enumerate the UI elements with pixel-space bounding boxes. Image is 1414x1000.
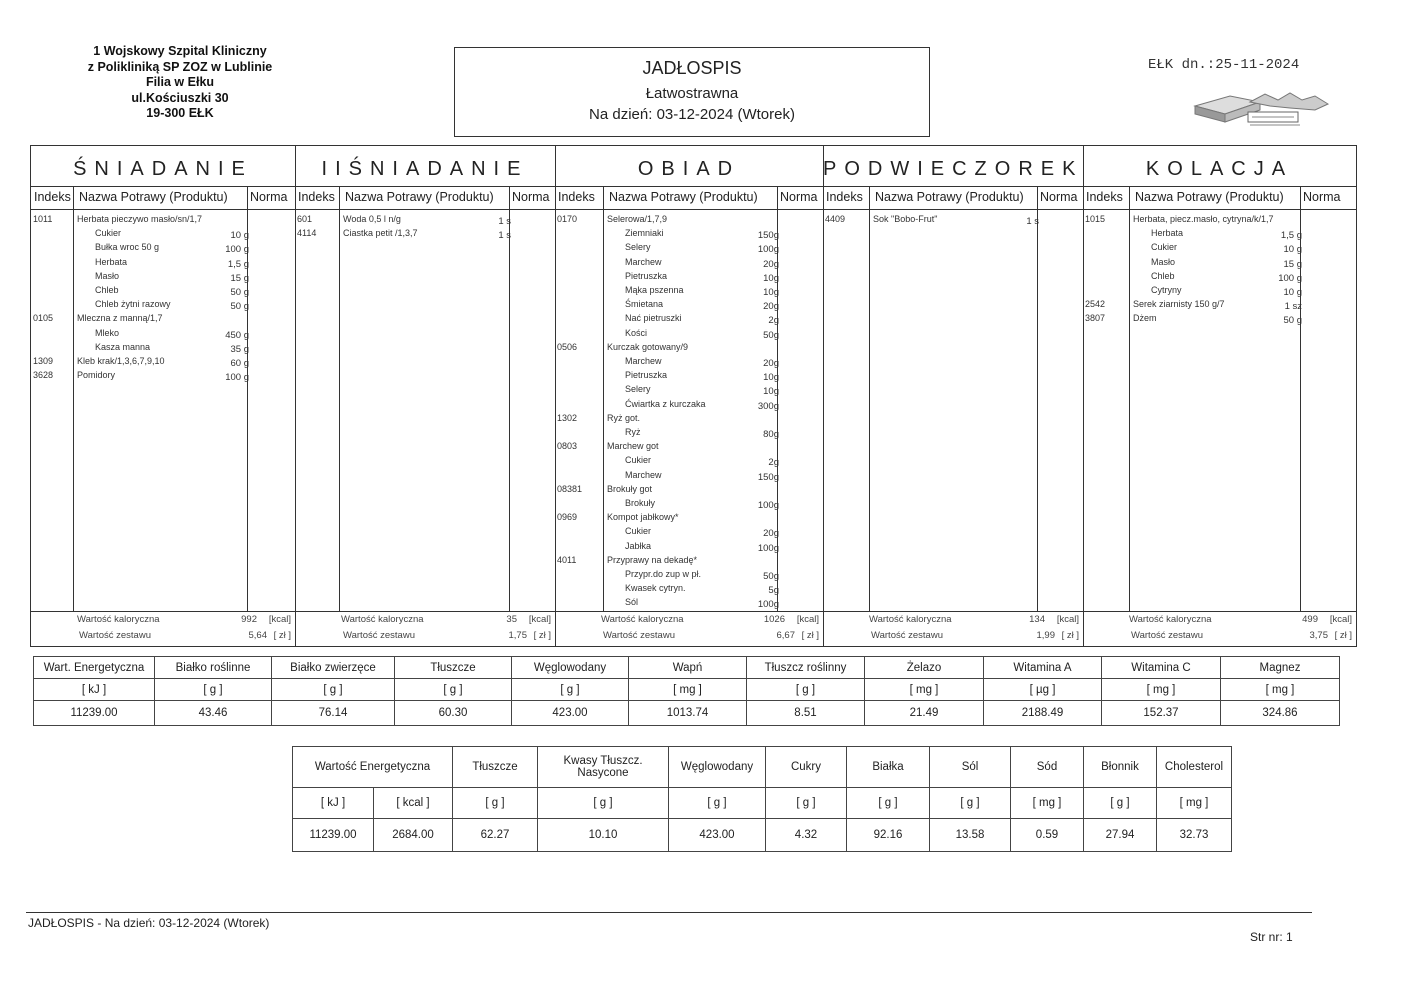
meal-section (1083, 146, 1356, 646)
column-norm: Norma (250, 190, 288, 204)
calorie-value: 134 (1029, 614, 1045, 625)
column-index: Indeks (298, 190, 335, 204)
calorie-label: Wartość kaloryczna (601, 614, 684, 625)
meal-summary (295, 611, 555, 612)
energy-unit: [ kcal ] (374, 788, 453, 819)
item-index: 0506 (557, 341, 578, 352)
meal-title: KOLACJA (1083, 146, 1356, 187)
calorie-unit: [kcal] (528, 614, 551, 625)
energy-header: Wartość Energetyczna (293, 747, 453, 788)
nutrient-unit: [ mg ] (1011, 788, 1084, 819)
column-index: Indeks (1086, 190, 1123, 204)
column-norm: Norma (1040, 190, 1078, 204)
nutrient-unit: [ g ] (155, 679, 272, 701)
column-header-row (555, 187, 823, 210)
nutrients-table-1 (33, 656, 1340, 726)
calorie-unit: [kcal] (796, 614, 819, 625)
calorie-value: 35 (506, 614, 517, 625)
column-divider (509, 186, 510, 611)
menu-date: Na dzień: 03-12-2024 (Wtorek) (589, 106, 795, 123)
hospital-line: 1 Wojskowy Szpital Kliniczny (93, 44, 267, 58)
ingredient-name: Ryż (625, 427, 641, 437)
calorie-unit: [kcal] (268, 614, 291, 625)
calorie-label: Wartość kaloryczna (1129, 614, 1212, 625)
ingredient-name: Herbata (1151, 228, 1184, 239)
cost-unit: [ zł ] (273, 630, 291, 641)
ingredient-name: Sól (625, 597, 639, 608)
column-divider (869, 186, 870, 611)
dish-name: Dżem (1133, 313, 1157, 324)
item-norm: 10g (763, 272, 779, 284)
meal-section (295, 146, 556, 646)
meal-title: PODWIECZOREK (823, 146, 1083, 187)
nutrient-header: Magnez (1221, 657, 1340, 679)
nutrient-unit: [ g ] (747, 679, 865, 701)
item-index: 0803 (557, 441, 578, 452)
item-norm: 100g (757, 542, 779, 554)
column-norm: Norma (1303, 190, 1341, 204)
dish-name: Serek ziarnisty 150 g/7 (1133, 299, 1225, 310)
meal-title: IIŚNIADANIE (295, 146, 555, 187)
nutrient-header: Węglowodany (669, 747, 766, 788)
item-norm: 35 g (230, 343, 249, 355)
ingredient-name: Pietruszka (625, 270, 668, 281)
column-index: Indeks (826, 190, 863, 204)
calorie-unit: [kcal] (1329, 614, 1352, 625)
item-norm: 50 g (230, 287, 249, 298)
nutrient-header: Białko zwierzęce (272, 657, 395, 679)
page-title: JADŁOSPIS (642, 58, 742, 78)
dish-name: Sok "Bobo-Frut" (873, 214, 938, 224)
nutrient-value: 4.32 (766, 819, 847, 852)
ingredient-name: Bułka wroc 50 g (95, 242, 160, 253)
cost-label: Wartość zestawu (603, 630, 675, 641)
nutrient-unit: [ kJ ] (34, 679, 155, 701)
item-norm: 15 g (230, 272, 249, 284)
nutrient-value: 76.14 (272, 701, 395, 726)
nutrient-value: 8.51 (747, 701, 865, 726)
calorie-label: Wartość kaloryczna (77, 614, 160, 625)
meal-summary (31, 611, 295, 612)
nutrient-unit: [ g ] (272, 679, 395, 701)
item-index: 601 (297, 214, 313, 224)
ingredient-name: Marchew (625, 256, 662, 267)
nutrient-header: Witamina C (1102, 657, 1221, 679)
column-header-row (31, 187, 295, 210)
nutrient-unit: [ µg ] (984, 679, 1102, 701)
hospital-address (60, 44, 300, 122)
meal-summary (1083, 611, 1356, 612)
hospital-line: z Polikliniką SP ZOZ w Lublinie (87, 59, 273, 74)
ingredient-name: Kości (625, 327, 648, 338)
dish-name: Selerowa/1,7,9 (607, 214, 668, 224)
nutrient-unit: [ g ] (930, 788, 1011, 819)
ingredient-name: Herbata (95, 256, 128, 267)
dish-name: Herbata pieczywo masło/sn/1,7 (77, 214, 203, 224)
ingredient-name: Masło (95, 270, 120, 281)
item-norm: 1,5 g (1280, 230, 1302, 242)
nutrient-unit: [ g ] (395, 679, 512, 701)
nutrient-header: Węglowodany (512, 657, 629, 679)
item-index: 08381 (557, 483, 583, 494)
title-box (454, 47, 930, 137)
nutrient-header: Błonnik (1084, 747, 1157, 788)
column-divider (1129, 186, 1130, 611)
item-norm: 10g (763, 386, 779, 398)
ingredient-name: Ziemniaki (625, 228, 664, 239)
cost-label: Wartość zestawu (343, 630, 415, 641)
item-norm: 50g (763, 329, 779, 341)
ingredient-name: Kasza manna (95, 341, 151, 352)
nutrient-header: Tłuszcz roślinny (747, 657, 865, 679)
nutrient-value: 92.16 (847, 819, 930, 852)
nutrient-value: 324.86 (1221, 701, 1340, 726)
footer-date: JADŁOSPIS - Na dzień: 03-12-2024 (Wtorek) (28, 916, 270, 930)
nutrients-row (34, 657, 1340, 679)
hospital-line: 19-300 EŁK (146, 106, 214, 120)
item-index: 3807 (1085, 313, 1106, 324)
meal-title: OBIAD (555, 146, 823, 187)
dish-name: Herbata, piecz.masło, cytryna/k/1,7 (1133, 214, 1274, 224)
nutrient-unit: [ mg ] (1102, 679, 1221, 701)
ingredient-name: Marchew (625, 469, 662, 480)
ingredient-name: Chleb (1151, 270, 1175, 281)
item-norm: 1 sz (1284, 301, 1302, 313)
nutrients2-row (293, 788, 1232, 819)
cost-unit: [ zł ] (1061, 630, 1079, 641)
meal-summary (555, 611, 823, 612)
dish-name: Marchew got (607, 441, 659, 452)
item-norm: 50 g (1283, 315, 1302, 327)
nutrient-value: 13.58 (930, 819, 1011, 852)
dish-name: Kompot jabłkowy* (607, 512, 679, 523)
item-norm: 100 g (1278, 272, 1302, 284)
nutrient-value: 1013.74 (629, 701, 747, 726)
item-index: 4011 (557, 554, 577, 565)
diet-name: Łatwostrawna (645, 85, 739, 102)
nutrient-value: 27.94 (1084, 819, 1157, 852)
ingredient-name: Pietruszka (625, 370, 668, 381)
ingredient-name: Przypr.do zup w pł. (625, 569, 702, 579)
dish-name: Ciastka petit /1,3,7 (343, 228, 418, 239)
menu-table (30, 145, 1357, 647)
issue-date: EŁK dn.:25-11-2024 (1148, 57, 1300, 73)
nutrient-unit: [ g ] (1084, 788, 1157, 819)
item-norm: 100 g (225, 372, 249, 384)
ingredient-name: Nać pietruszki (625, 313, 682, 324)
calorie-value: 499 (1302, 614, 1318, 625)
nutrient-unit: [ g ] (538, 788, 669, 819)
nutrient-unit: [ g ] (847, 788, 930, 819)
energy-value: 11239.00 (293, 819, 374, 852)
item-norm: 10 g (1283, 244, 1302, 256)
nutrients-row (34, 679, 1340, 701)
item-index: 4409 (825, 214, 846, 224)
item-norm: 2g (768, 457, 779, 469)
item-norm: 1,5 g (227, 258, 249, 270)
ingredient-name: Chleb żytni razowy (95, 299, 171, 310)
ingredient-name: Ćwiartka z kurczaka (625, 398, 706, 409)
calorie-unit: [kcal] (1056, 614, 1079, 625)
nutrient-value: 32.73 (1157, 819, 1232, 852)
column-divider (603, 186, 604, 611)
nutrient-unit: [ mg ] (1221, 679, 1340, 701)
meal-summary (823, 611, 1083, 612)
nutrient-header: Witamina A (984, 657, 1102, 679)
item-norm: 100 g (225, 244, 249, 256)
nutrient-value: 423.00 (669, 819, 766, 852)
item-index: 4114 (297, 228, 317, 239)
item-norm: 60 g (230, 358, 249, 369)
item-norm: 150g (757, 471, 779, 483)
column-divider (73, 186, 74, 611)
nutrient-value: 423.00 (512, 701, 629, 726)
dish-name: Brokuły got (607, 483, 653, 494)
ingredient-name: Chleb (95, 285, 119, 295)
cost-unit: [ zł ] (533, 630, 551, 641)
meal-section (555, 146, 824, 646)
item-norm: 10 g (1283, 287, 1302, 298)
column-index: Indeks (34, 190, 71, 204)
nutrients2-row (293, 819, 1232, 852)
nutrient-header: Tłuszcze (395, 657, 512, 679)
item-norm: 20g (763, 528, 779, 540)
column-norm: Norma (780, 190, 818, 204)
item-norm: 10g (763, 372, 779, 384)
cost-unit: [ zł ] (1334, 630, 1352, 641)
item-norm: 80g (763, 429, 779, 440)
dish-name: Kleb krak/1,3,6,7,9,10 (77, 356, 165, 366)
column-header-row (823, 187, 1083, 210)
cost-value: 3,75 (1309, 630, 1328, 641)
calorie-value: 992 (241, 614, 257, 625)
item-norm: 10g (763, 287, 779, 298)
meal-section (823, 146, 1084, 646)
ingredient-name: Masło (1151, 256, 1176, 267)
nutrient-value: 152.37 (1102, 701, 1221, 726)
meal-section (31, 146, 296, 646)
item-norm: 50g (763, 571, 779, 582)
nutrient-unit: [ mg ] (1157, 788, 1232, 819)
nutrient-header: Żelazo (865, 657, 984, 679)
nutrients2-header-row (293, 747, 1232, 788)
nutrient-header: Cukry (766, 747, 847, 788)
nutrient-unit: [ g ] (766, 788, 847, 819)
nutrient-value: 2188.49 (984, 701, 1102, 726)
nutrient-value: 11239.00 (34, 701, 155, 726)
nutrient-header: Wapń (629, 657, 747, 679)
dish-name: Kurczak gotowany/9 (607, 341, 689, 352)
cost-label: Wartość zestawu (79, 630, 151, 641)
ingredient-name: Śmietana (625, 299, 664, 310)
column-name: Nazwa Potrawy (Produktu) (1135, 190, 1284, 204)
column-name: Nazwa Potrawy (Produktu) (79, 190, 228, 204)
column-divider (1037, 186, 1038, 611)
item-norm: 2g (768, 315, 779, 327)
nutrient-header: Wart. Energetyczna (34, 657, 155, 679)
cost-value: 6,67 (776, 630, 795, 641)
nutrient-value: 62.27 (453, 819, 538, 852)
item-norm: 450 g (225, 329, 249, 341)
item-norm: 1 s (498, 216, 511, 227)
item-index: 0969 (557, 512, 578, 523)
ingredient-name: Cukier (1151, 242, 1178, 253)
item-index: 3628 (33, 370, 54, 381)
dish-name: Pomidory (77, 370, 116, 381)
nutrient-header: Białka (847, 747, 930, 788)
cost-unit: [ zł ] (801, 630, 819, 641)
dish-name: Mleczna z manną/1,7 (77, 313, 163, 324)
nutrients-table-2 (292, 746, 1232, 852)
calorie-value: 1026 (763, 614, 785, 625)
footer-divider (26, 912, 1312, 913)
item-index: 1015 (1085, 214, 1106, 224)
nutrient-value: 43.46 (155, 701, 272, 726)
meal-title: ŚNIADANIE (31, 146, 295, 187)
item-index: 1011 (33, 214, 53, 224)
nutrient-value: 21.49 (865, 701, 984, 726)
energy-unit: [ kJ ] (293, 788, 374, 819)
ingredient-name: Marchew (625, 356, 662, 366)
ingredient-name: Cukier (625, 455, 652, 466)
hospital-line: Filia w Ełku (145, 75, 215, 89)
item-norm: 300g (757, 400, 779, 412)
nutrient-unit: [ g ] (453, 788, 538, 819)
nutrient-header: Białko roślinne (155, 657, 272, 679)
column-name: Nazwa Potrawy (Produktu) (609, 190, 758, 204)
column-index: Indeks (558, 190, 595, 204)
nutrient-header: Sól (930, 747, 1011, 788)
item-norm: 5g (768, 585, 779, 597)
item-norm: 100g (757, 599, 779, 611)
item-index: 1302 (557, 412, 578, 423)
item-norm: 20g (763, 258, 779, 270)
ingredient-name: Mleko (95, 327, 120, 338)
column-header-row (1083, 187, 1356, 210)
cost-label: Wartość zestawu (1131, 630, 1203, 641)
nutrient-header: Cholesterol (1157, 747, 1232, 788)
column-name: Nazwa Potrawy (Produktu) (345, 190, 494, 204)
nutrient-value: 60.30 (395, 701, 512, 726)
column-header-row (295, 187, 555, 210)
nutrient-value: 0.59 (1011, 819, 1084, 852)
column-name: Nazwa Potrawy (Produktu) (875, 190, 1024, 204)
stamp-image (1190, 88, 1330, 128)
nutrient-header: Kwasy Tłuszcz. Nasycone (538, 747, 669, 788)
nutrient-unit: [ g ] (512, 679, 629, 701)
column-norm: Norma (512, 190, 550, 204)
ingredient-name: Selery (625, 384, 651, 395)
nutrients-row (34, 701, 1340, 726)
ingredient-name: Mąka pszenna (625, 285, 684, 295)
item-norm: 1 s (1026, 216, 1039, 227)
ingredient-name: Cukier (625, 526, 652, 537)
energy-value: 2684.00 (374, 819, 453, 852)
ingredient-name: Selery (625, 242, 651, 253)
cost-label: Wartość zestawu (871, 630, 943, 641)
ingredient-name: Cukier (95, 228, 122, 239)
item-norm: 1 s (498, 230, 511, 242)
cost-value: 1,99 (1036, 630, 1055, 641)
item-index: 1309 (33, 356, 54, 366)
ingredient-name: Cytryny (1151, 285, 1182, 295)
item-norm: 20g (763, 358, 779, 369)
nutrient-unit: [ g ] (669, 788, 766, 819)
item-norm: 100g (757, 500, 779, 511)
nutrient-unit: [ mg ] (865, 679, 984, 701)
cost-value: 1,75 (508, 630, 527, 641)
calorie-label: Wartość kaloryczna (341, 614, 424, 625)
ingredient-name: Jabłka (625, 540, 652, 551)
nutrient-value: 10.10 (538, 819, 669, 852)
item-norm: 150g (757, 230, 779, 242)
item-index: 0105 (33, 313, 54, 324)
page-number: Str nr: 1 (1250, 930, 1293, 944)
nutrient-header: Sód (1011, 747, 1084, 788)
column-divider (339, 186, 340, 611)
dish-name: Woda 0,5 l n/g (343, 214, 401, 224)
item-norm: 50 g (230, 301, 249, 313)
dish-name: Ryż got. (607, 412, 641, 423)
nutrient-unit: [ mg ] (629, 679, 747, 701)
calorie-label: Wartość kaloryczna (869, 614, 952, 625)
item-norm: 10 g (230, 230, 249, 242)
hospital-line: ul.Kościuszki 30 (131, 90, 229, 105)
cost-value: 5,64 (248, 630, 267, 641)
nutrient-header: Tłuszcze (453, 747, 538, 788)
dish-name: Przyprawy na dekadę* (607, 554, 698, 565)
ingredient-name: Kwasek cytryn. (625, 583, 686, 594)
item-index: 0170 (557, 214, 578, 224)
item-norm: 15 g (1283, 258, 1302, 270)
item-norm: 100g (757, 244, 779, 256)
item-norm: 20g (763, 301, 779, 313)
item-index: 2542 (1085, 299, 1106, 310)
ingredient-name: Brokuły (625, 498, 656, 508)
